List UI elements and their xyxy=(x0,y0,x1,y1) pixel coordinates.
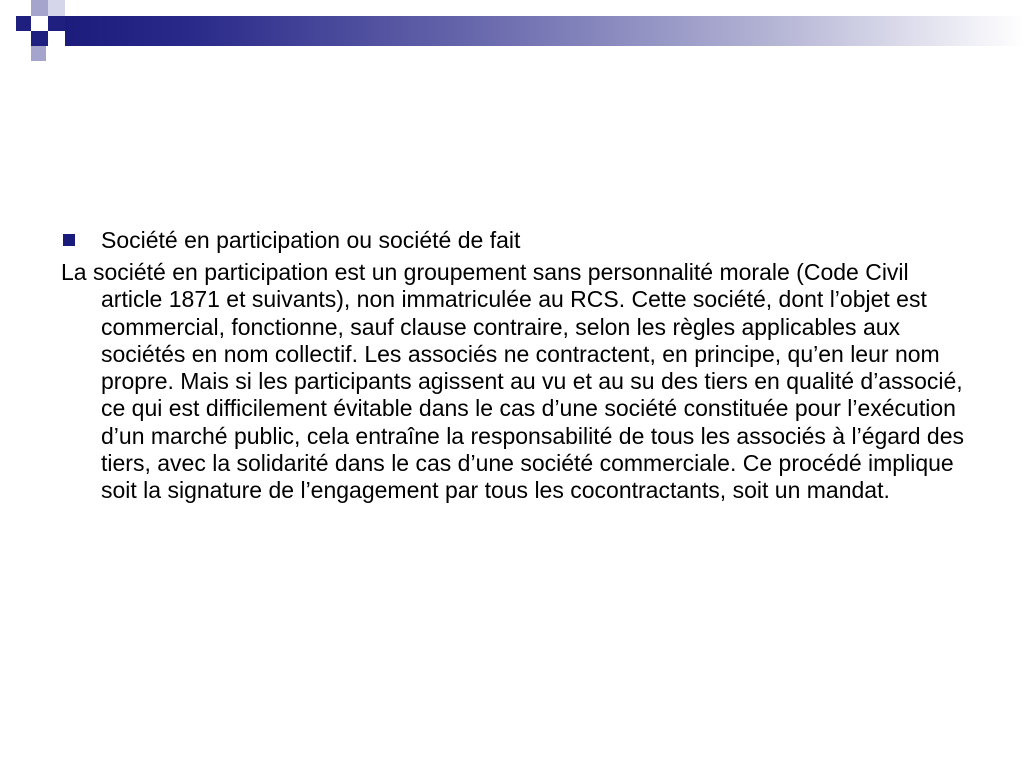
decorative-square xyxy=(48,31,65,46)
bullet-item xyxy=(61,226,971,254)
decorative-square xyxy=(16,16,31,31)
square-bullet-icon xyxy=(63,234,75,246)
decorative-square xyxy=(48,0,65,16)
decorative-square xyxy=(31,31,48,46)
header-gradient-band xyxy=(48,16,1024,46)
decorative-square xyxy=(31,0,48,16)
decorative-square xyxy=(48,16,65,31)
slide-content xyxy=(61,226,971,505)
body-paragraph: La société en participation est un groupement sans personnalité morale (Code Civil article 1871 et suivants), non immatriculée au RCS. Cette société, dont l’objet est commercial, fonctionne, sauf clause contraire, selon les règles applicables aux sociétés en nom collectif. Les associés ne contractent, en principe, qu’en leur nom propre. Mais si les participants agissent au vu et au su des tiers en qualité d’associé, ce qui est difficilement évitable dans le cas d’une société constituée pour l’exécution d’un marché public, cela entraîne la responsabilité de tous les associés à l’égard des tiers, avec la solidarité dans le cas d’une société commerciale. Ce procédé implique soit la signature de l’engagement par tous les cocontractants, soit un mandat. xyxy=(61,259,965,504)
decorative-square xyxy=(31,46,46,61)
bullet-text: Société en participation ou société de fait xyxy=(101,227,521,253)
decorative-square xyxy=(31,16,48,31)
